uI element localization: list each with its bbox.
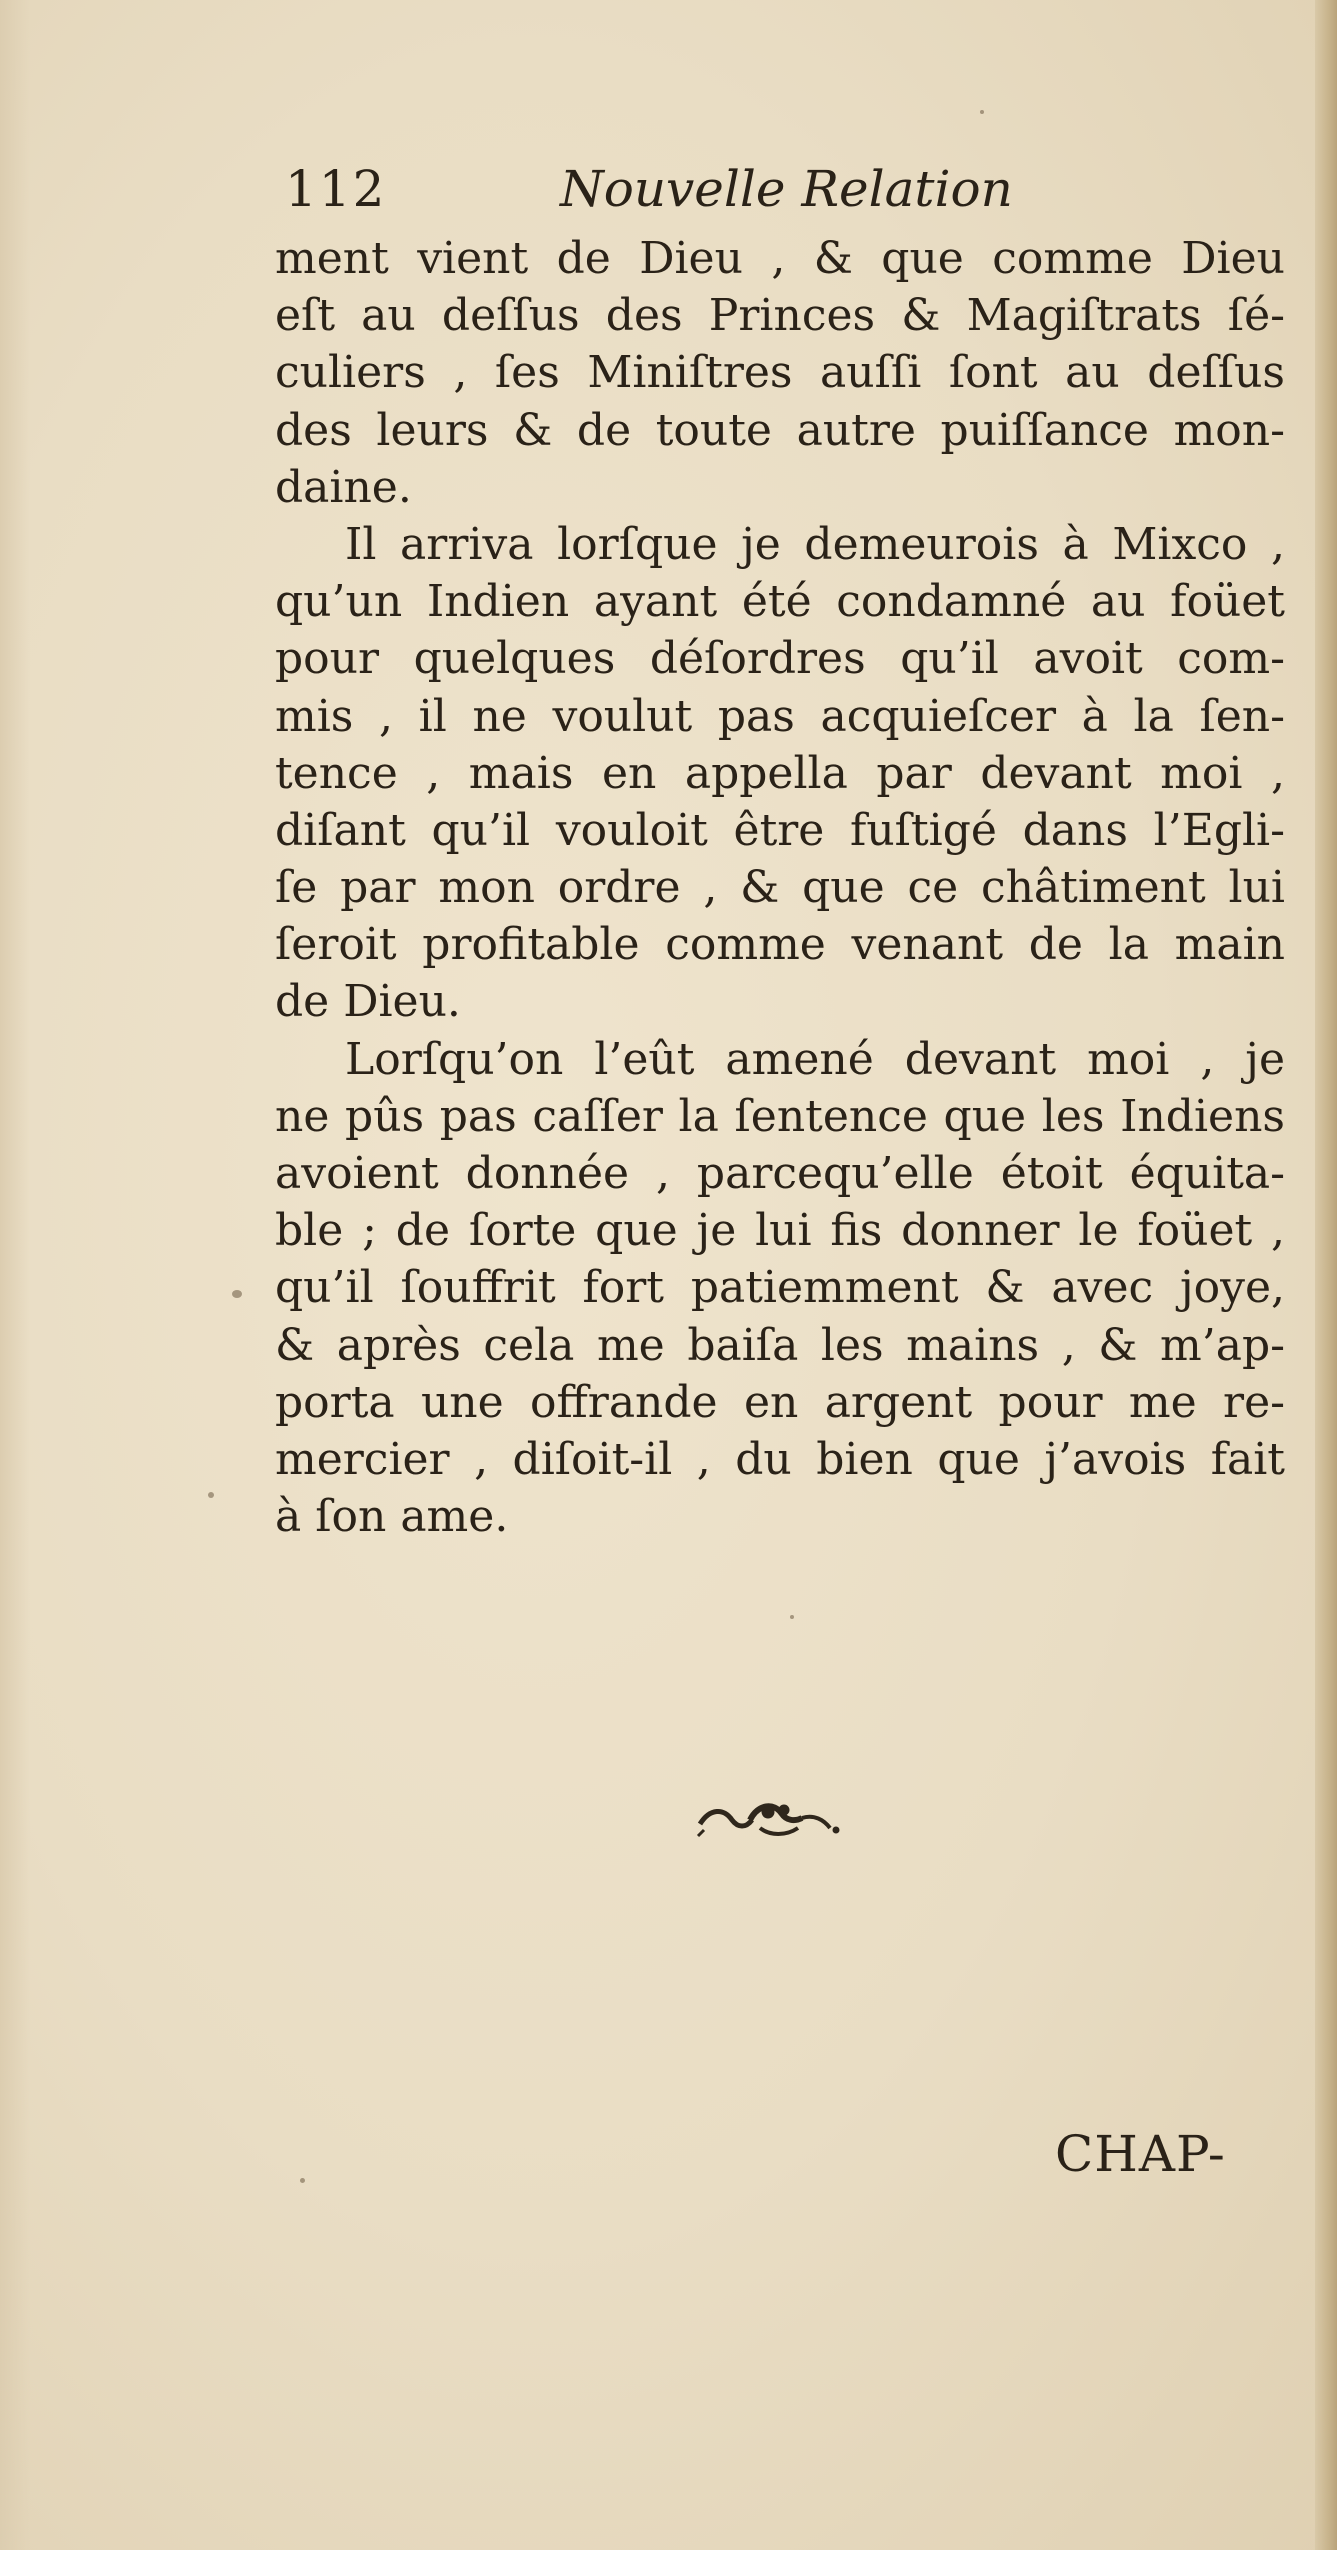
running-head [275,150,1285,230]
text-line: qu’il ſouffrit fort patiemment & avec joye, [275,1262,1285,1314]
text-line: Lorſqu’on l’eût amené devant moi , je [345,1033,1285,1085]
text-line: mis , il ne voulut pas acquieſcer à la ſen- [275,690,1285,742]
page-number: 112 [285,160,387,218]
running-title: Nouvelle Relation [560,160,1013,218]
page-gutter-shadow [0,0,30,2550]
text-line: à ſon ame. [275,1491,509,1543]
paragraph-3 [275,1031,1285,1546]
text-line: diſant qu’il vouloit être fuſtigé dans l’Egli- [275,804,1285,856]
text-line: pour quelques déſordres qu’il avoit com- [275,633,1285,685]
text-line: tence , mais en appella par devant moi , [275,747,1285,799]
text-line: ſe par mon ordre , & que ce châtiment lui [275,862,1285,914]
text-line: culiers , ſes Miniſtres auſſi ſont au deſſus [275,347,1285,399]
text-line: eſt au deſſus des Princes & Magiſtrats ſé- [275,290,1285,342]
paragraph-2 [275,516,1285,1031]
text-line: ſeroit profitable comme venant de la main [275,919,1285,971]
text-line: de Dieu. [275,976,461,1028]
text-block [275,150,1285,1545]
text-line: ne pûs pas caſſer la ſentence que les Indiens [275,1090,1285,1142]
text-line: porta une offrande en argent pour me re- [275,1376,1285,1428]
text-line: Il arriva lorſque je demeurois à Mixco , [345,518,1285,570]
page-edge [1315,0,1337,2550]
fleuron-ornament-icon [690,1790,850,1850]
paragraph-1 [275,230,1285,516]
text-line: & après cela me baiſa les mains , & m’ap- [275,1319,1285,1371]
text-line: des leurs & de toute autre puiſſance mon- [275,404,1285,456]
text-line: ble ; de ſorte que je lui fis donner le foüet , [275,1205,1285,1257]
text-line: mercier , diſoit-il , du bien que j’avois fait [275,1433,1285,1485]
catchword: CHAP- [1055,2125,1226,2183]
text-line: avoient donnée , parcequ’elle étoit équita- [275,1148,1285,1199]
text-line: qu’un Indien ayant été condamné au foüet [275,576,1285,628]
text-line: daine. [275,461,412,513]
text-line: ment vient de Dieu , & que comme Dieu [275,233,1285,284]
